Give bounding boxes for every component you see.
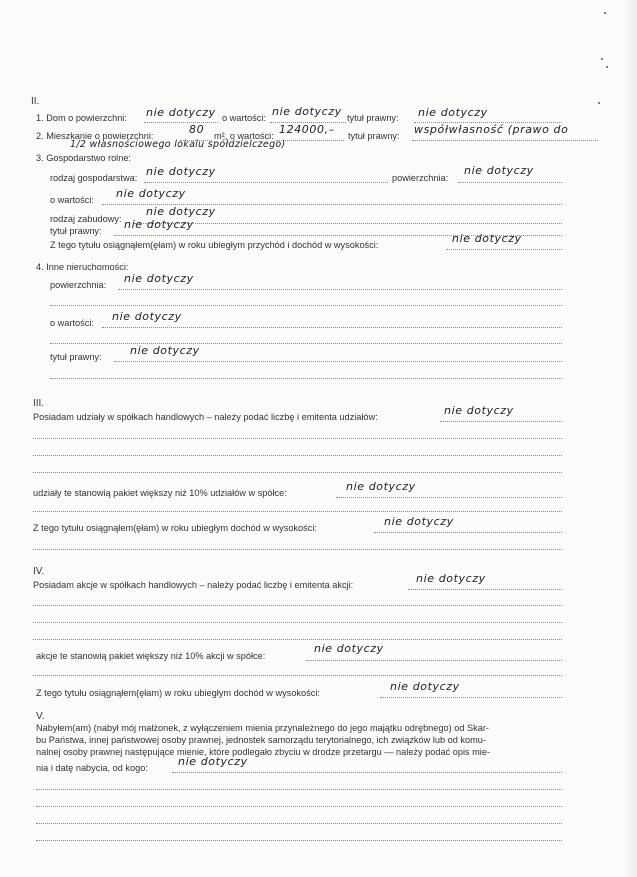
farm-type-label: rodzaj gospodarstwa:	[50, 173, 138, 183]
flat-value-answer: 124000,–	[279, 123, 335, 136]
acquisition-line-5	[36, 840, 562, 841]
section-5-text-line-2: bu Państwa, innej państwowej osoby prawnej, jednostek samorządu terytorialnego, ich związków lub od komu-	[36, 735, 486, 745]
farm-title-label: tytuł prawny:	[50, 226, 102, 236]
section-5-text-line-1: Nabyłem(am) (nabył mój małżonek, z wyłączeniem mienia przynależnego do jego majątku odrębnego) od Skar-	[36, 723, 489, 733]
shares-income-label: Z tego tytułu osiągnąłem(ęłam) w roku ubiegłym dochód w wysokości:	[33, 523, 317, 533]
farm-area-answer: nie dotyczy	[464, 164, 534, 177]
stocks-package-label: akcje te stanowią pakiet większy niż 10% akcji w spółce:	[36, 651, 266, 661]
house-value-label: o wartości:	[222, 113, 266, 123]
other-title-label: tytuł prawny:	[50, 352, 102, 362]
shares-label: Posiadam udziały w spółkach handlowych – należy podać liczbę i emitenta udziałów:	[33, 412, 378, 422]
shares-line-2	[33, 438, 562, 439]
section-2-heading: II.	[31, 96, 40, 107]
farm-area-line	[458, 182, 562, 183]
section-3-heading: III.	[33, 398, 45, 409]
scan-speck	[604, 12, 606, 14]
farm-title-answer: nie dotyczy	[124, 218, 194, 231]
other-area-label: powierzchnia:	[50, 280, 107, 290]
farm-heading: 3. Gospodarstwo rolne:	[36, 153, 131, 163]
house-title-answer: nie dotyczy	[418, 106, 488, 119]
stocks-label: Posiadam akcje w spółkach handlowych – należy podać liczbę i emitenta akcji:	[33, 580, 354, 590]
section-5-text-line-3: nalnej osoby prawnej następujące mienie, które podlegało zbyciu w drodze przetargu — należy podać opis mie-	[36, 747, 491, 757]
stocks-line	[408, 589, 562, 590]
other-area-answer: nie dotyczy	[124, 272, 194, 285]
farm-income-label: Z tego tytułu osiągnąłem(ęłam) w roku ubiegłym przychód i dochód w wysokości:	[50, 240, 379, 250]
stocks-package-line	[306, 660, 562, 661]
shares-line	[440, 421, 562, 422]
house-area-answer: nie dotyczy	[146, 106, 216, 119]
scan-speck	[598, 102, 600, 104]
acquisition-line-4	[36, 823, 562, 824]
acquisition-line	[172, 772, 562, 773]
shares-package-answer: nie dotyczy	[346, 480, 416, 493]
flat-title-label: tytuł prawny:	[348, 131, 400, 141]
flat-title-answer: współwłasność (prawo do	[414, 123, 569, 136]
stocks-answer: nie dotyczy	[416, 572, 486, 585]
shares-line-4	[33, 472, 562, 473]
flat-title-line	[412, 140, 598, 141]
other-property-heading: 4. Inne nieruchomości:	[36, 262, 129, 272]
farm-buildings-line	[134, 223, 562, 224]
farm-buildings-label: rodzaj zabudowy:	[50, 214, 122, 224]
farm-income-line	[446, 249, 562, 250]
farm-value-label: o wartości:	[50, 195, 94, 205]
acquisition-answer: nie dotyczy	[178, 755, 248, 768]
farm-area-label: powierzchnia:	[392, 173, 449, 183]
stocks-package-answer: nie dotyczy	[314, 642, 384, 655]
stocks-income-line	[380, 697, 562, 698]
flat-title-continued: 1/2 własnościowego lokalu spółdzielczego)	[70, 139, 286, 150]
flat-area-answer: 80	[189, 123, 205, 136]
farm-value-answer: nie dotyczy	[116, 187, 186, 200]
farm-type-answer: nie dotyczy	[146, 165, 216, 178]
farm-income-answer: nie dotyczy	[452, 232, 522, 245]
scan-edge-shadow	[623, 0, 637, 877]
scan-speck	[606, 66, 608, 68]
flat-unit-label: m², o wartości:	[214, 131, 274, 141]
section-4-heading: IV.	[33, 566, 45, 577]
other-value-line-2	[50, 343, 562, 344]
other-title-answer: nie dotyczy	[130, 344, 200, 357]
other-title-line	[114, 361, 562, 362]
house-area-label: 1. Dom o powierzchni:	[36, 113, 127, 123]
acquisition-label: nia i datę nabycia, od kogo:	[36, 763, 148, 773]
scan-speck	[601, 58, 603, 60]
stocks-line-2	[33, 605, 562, 606]
flat-area-label: 2. Mieszkanie o powierzchni:	[36, 131, 154, 141]
house-value-answer: nie dotyczy	[272, 105, 342, 118]
house-title-label: tytuł prawny:	[347, 113, 399, 123]
shares-package-label: udziały te stanowią pakiet większy niż 10% udziałów w spółce:	[33, 488, 287, 498]
stocks-package-line-2	[33, 675, 562, 676]
shares-income-answer: nie dotyczy	[384, 515, 454, 528]
shares-package-line	[336, 497, 562, 498]
shares-income-line-2	[33, 549, 562, 550]
other-title-line-2	[50, 378, 562, 379]
other-area-line-2	[50, 305, 562, 306]
house-area-line	[144, 122, 218, 123]
flat-value-line	[276, 140, 344, 141]
stocks-line-3	[33, 622, 562, 623]
acquisition-line-3	[36, 806, 562, 807]
shares-answer: nie dotyczy	[444, 404, 514, 417]
other-value-line	[102, 327, 562, 328]
other-value-label: o wartości:	[50, 318, 94, 328]
farm-buildings-answer: nie dotyczy	[146, 205, 216, 218]
shares-line-3	[33, 455, 562, 456]
acquisition-line-2	[36, 789, 562, 790]
section-5-heading: V.	[36, 711, 45, 722]
farm-type-line	[144, 182, 388, 183]
stocks-income-answer: nie dotyczy	[390, 680, 460, 693]
other-area-line	[118, 289, 562, 290]
stocks-income-label: Z tego tytułu osiągnąłem(ęłam) w roku ubiegłym dochód w wysokości:	[36, 688, 320, 698]
shares-package-line-2	[33, 511, 562, 512]
other-value-answer: nie dotyczy	[112, 310, 182, 323]
shares-income-line	[374, 532, 562, 533]
stocks-line-4	[33, 639, 562, 640]
